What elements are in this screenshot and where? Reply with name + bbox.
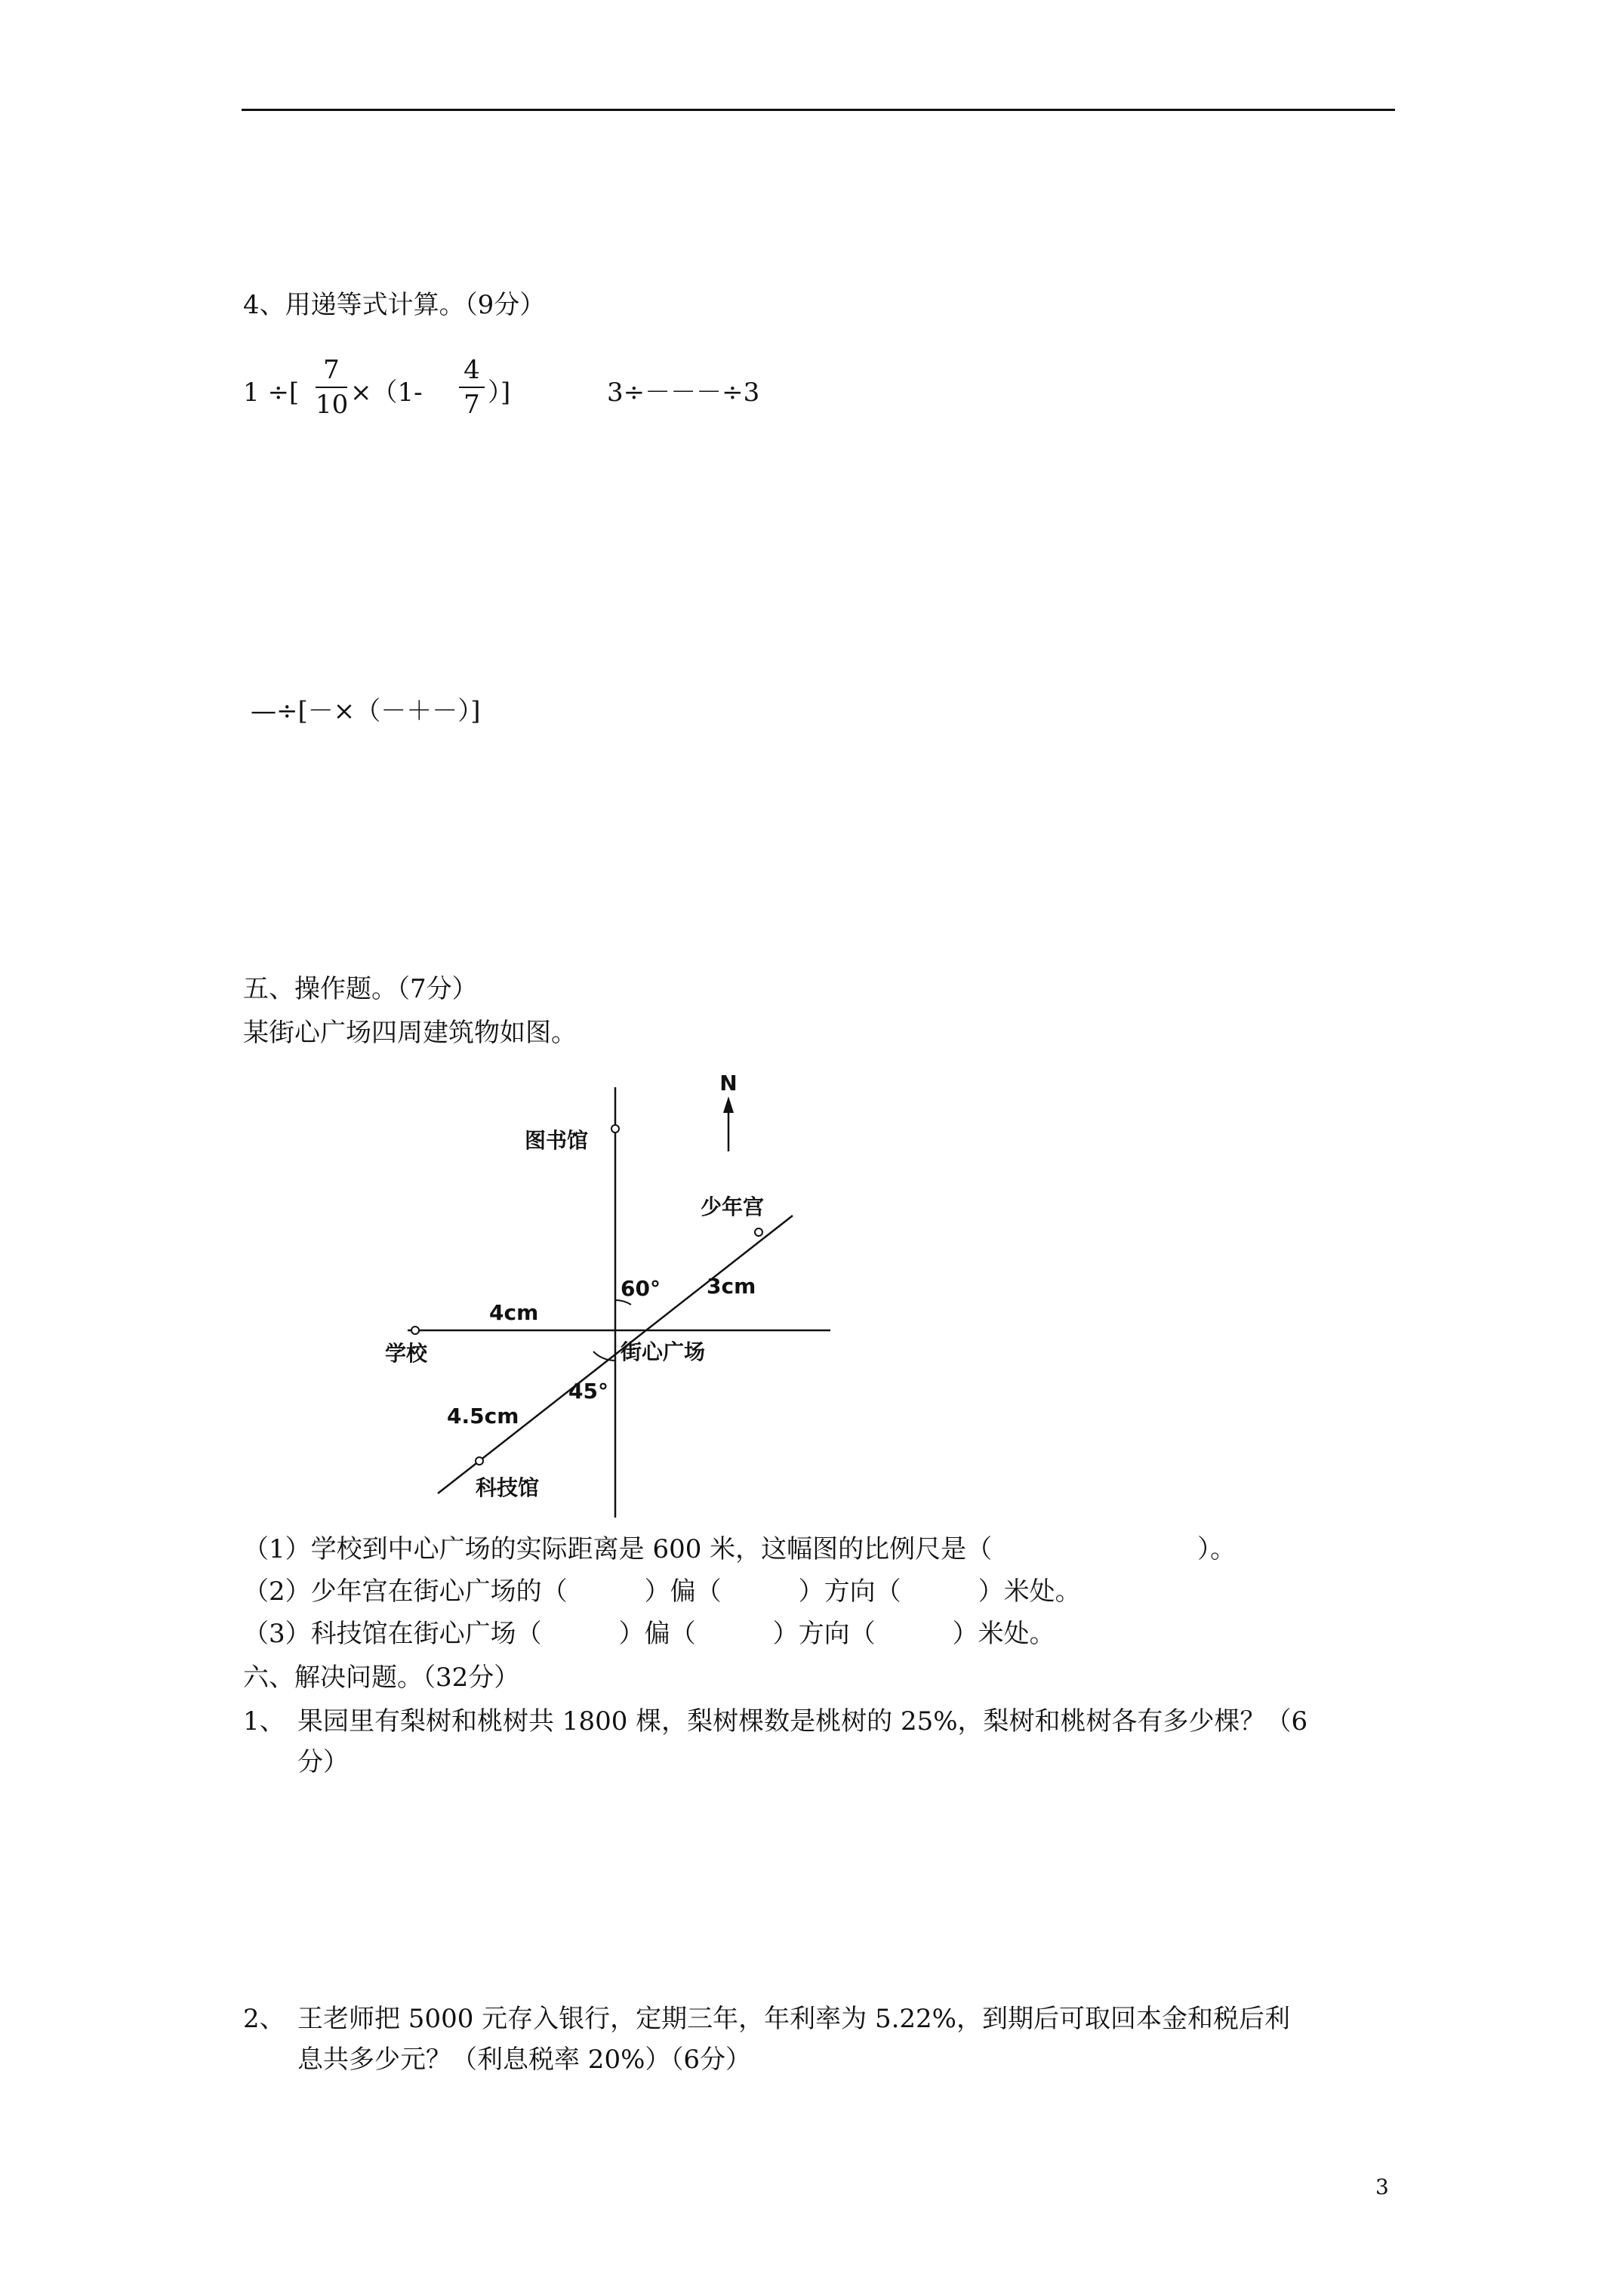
angle-60-label: 60° [621,1276,661,1301]
expr1-mid: ×（1- [350,378,423,408]
expr1-suffix: ）] [488,378,511,408]
fraction-4-7 [459,355,485,420]
fraction-7-10 [316,355,347,420]
distance-youth-label: 3cm [707,1274,756,1299]
direction-diagram [355,1065,868,1525]
section5-intro: 某街心广场四周建筑物如图。 [243,1018,577,1048]
section6-title: 六、解决问题。（32分） [243,1663,520,1693]
question-5-2: （2）少年宫在街心广场的（ ）偏（ ）方向（ ）米处。 [243,1576,1081,1607]
question-5-1: （1）学校到中心广场的实际距离是 600 米，这幅图的比例尺是（ ）。 [243,1534,1236,1564]
angle-45-label: 45° [568,1379,608,1404]
question-5-3: （3）科技馆在街心广场（ ）偏（ ）方向（ ）米处。 [243,1619,1055,1649]
youth-palace-label: 少年宫 [701,1194,765,1219]
problem-2-line-1: 王老师把 5000 元存入银行，定期三年，年利率为 5.22%，到期后可取回本金和税后利 [297,2004,1290,2034]
distance-science-label: 4.5cm [447,1404,519,1428]
science-museum-point [476,1457,483,1465]
youth-palace-point [755,1228,762,1236]
header-rule [242,109,1395,111]
library-label: 图书馆 [525,1128,589,1153]
fraction-numerator: 4 [463,355,480,385]
school-point [411,1327,419,1334]
problem-1-line-1: 果园里有梨树和桃树共 1800 棵，梨树棵数是桃树的 25%，梨树和桃树各有多少棵？（6 [297,1706,1308,1737]
expression-3: —÷[－×（－＋－）] [251,696,481,726]
fraction-denominator: 7 [463,390,480,420]
expr1-prefix: 1 ÷[ [243,378,300,408]
section5-title: 五、操作题。（7分） [243,974,478,1004]
fraction-numerator: 7 [323,355,340,385]
problem-2-line-2: 息共多少元？（利息税率 20%）（6分） [297,2045,752,2075]
page-number: 3 [1375,2174,1389,2199]
problem-2-number: 2、 [243,2004,285,2034]
problem-1-line-2: 分） [297,1747,349,1777]
library-point [611,1125,619,1133]
expression-2: 3÷－－－÷3 [607,378,760,408]
section4-title: 4、用递等式计算。（9分） [243,290,546,320]
center-label: 街心广场 [621,1339,706,1364]
problem-1-number: 1、 [243,1706,285,1737]
science-museum-label: 科技馆 [476,1475,540,1500]
north-arrow-icon [723,1096,734,1113]
north-label: N [719,1071,738,1096]
fraction-denominator: 10 [316,390,349,420]
distance-school-label: 4cm [489,1300,539,1325]
school-label: 学校 [385,1341,428,1366]
